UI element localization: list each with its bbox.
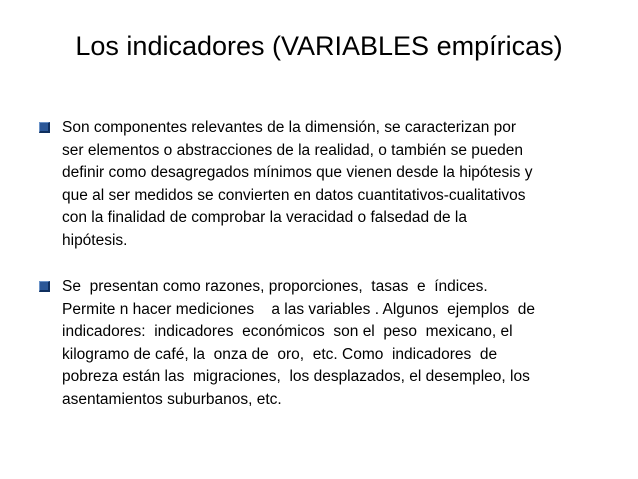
bullet-text-line: definir como desagregados mínimos que vienen desde la hipótesis y [62, 164, 533, 181]
bullet-text-line: pobreza están las migraciones, los desplazados, el desempleo, los [62, 368, 530, 385]
bullet-text-line: Son componentes relevantes de la dimensión, se caracterizan por [62, 119, 517, 136]
bullet-text-line: Se presentan como razones, proporciones, tasas e índices. [62, 278, 488, 295]
bullet-text-line: Permite n hacer mediciones a las variables . Algunos ejemplos de [62, 300, 535, 318]
bullet-text-line: con la finalidad de comprobar la veracidad o falsedad de la [62, 209, 467, 226]
bullet-list [38, 117, 608, 411]
slide-title: Los indicadores (VARIABLES empíricas) [75, 31, 563, 61]
bullet-text-line: que al ser medidos se convierten en datos cuantitativos-cualitativos [62, 186, 526, 204]
bullet-text-line: hipótesis. [62, 231, 128, 249]
square-bullet-icon [39, 281, 50, 292]
bullet-item [38, 117, 608, 252]
bullet-item [38, 276, 608, 411]
bullet-text-line: kilogramo de café, la onza de oro, etc. Como indicadores de [62, 345, 498, 363]
square-bullet-icon [39, 122, 50, 133]
bullet-text-line: asentamientos suburbanos, etc. [62, 390, 282, 408]
bullet-text-line: ser elementos o abstracciones de la realidad, o también se pueden [62, 141, 523, 159]
bullet-text-line: indicadores: indicadores económicos son el peso mexicano, el [62, 323, 513, 340]
